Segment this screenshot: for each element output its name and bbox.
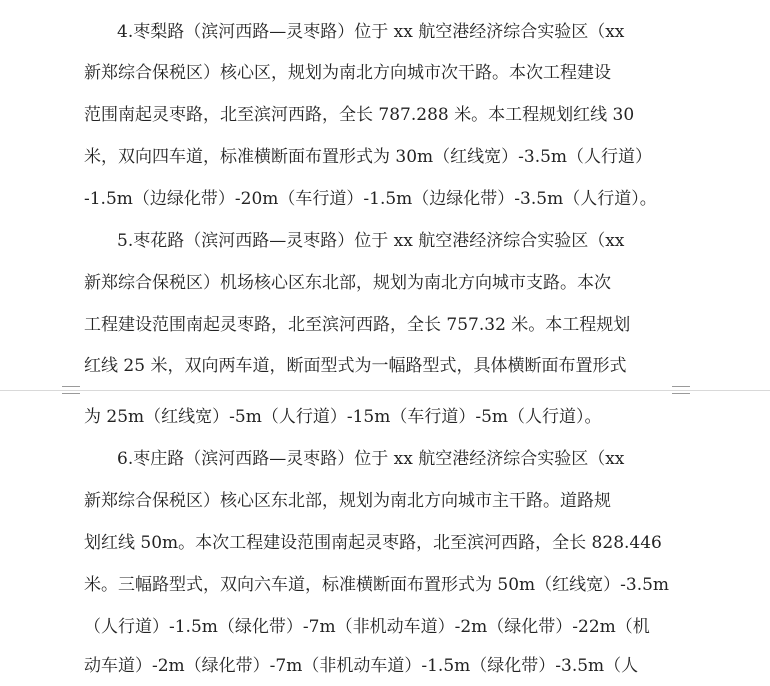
paragraph-6-line-6: 动车道）-2m（绿化带）-7m（非机动车道）-1.5m（绿化带）-3.5m（人 <box>84 656 639 676</box>
paragraph-4-line-1: 4.枣梨路（滨河西路—灵枣路）位于 xx 航空港经济综合实验区（xx <box>117 22 625 42</box>
paragraph-4-line-4: 米，双向四车道，标准横断面布置形式为 30m（红线宽）-3.5m（人行道） <box>84 147 653 167</box>
paragraph-5-line-3: 工程建设范围南起灵枣路，北至滨河西路，全长 757.32 米。本工程规划 <box>84 315 631 335</box>
paragraph-6-line-3: 划红线 50m。本次工程建设范围南起灵枣路，北至滨河西路，全长 828.446 <box>84 533 662 553</box>
page-corner-mark-right <box>672 386 690 394</box>
paragraph-6-line-5: （人行道）-1.5m（绿化带）-7m（非机动车道）-2m（绿化带）-22m（机 <box>84 617 650 637</box>
paragraph-6-line-4: 米。三幅路型式，双向六车道，标准横断面布置形式为 50m（红线宽）-3.5m <box>84 575 670 595</box>
paragraph-6-line-2: 新郑综合保税区）核心区东北部，规划为南北方向城市主干路。道路规 <box>84 491 611 511</box>
paragraph-6-line-1: 6.枣庄路（滨河西路—灵枣路）位于 xx 航空港经济综合实验区（xx <box>117 449 625 469</box>
paragraph-5-line-5: 为 25m（红线宽）-5m（人行道）-15m（车行道）-5m（人行道）。 <box>84 407 602 427</box>
paragraph-4-line-2: 新郑综合保税区）核心区，规划为南北方向城市次干路。本次工程建设 <box>84 63 611 83</box>
page-corner-mark-left <box>62 386 80 394</box>
paragraph-5-line-1: 5.枣花路（滨河西路—灵枣路）位于 xx 航空港经济综合实验区（xx <box>117 231 625 251</box>
page-break-line <box>0 390 770 391</box>
paragraph-5-line-2: 新郑综合保税区）机场核心区东北部，规划为南北方向城市支路。本次 <box>84 273 611 293</box>
paragraph-5-line-4: 红线 25 米，双向两车道，断面型式为一幅路型式，具体横断面布置形式 <box>84 356 627 376</box>
paragraph-4-line-5: -1.5m（边绿化带）-20m（车行道）-1.5m（边绿化带）-3.5m（人行道）。 <box>84 189 657 209</box>
paragraph-4-line-3: 范围南起灵枣路，北至滨河西路，全长 787.288 米。本工程规划红线 30 <box>84 105 635 125</box>
